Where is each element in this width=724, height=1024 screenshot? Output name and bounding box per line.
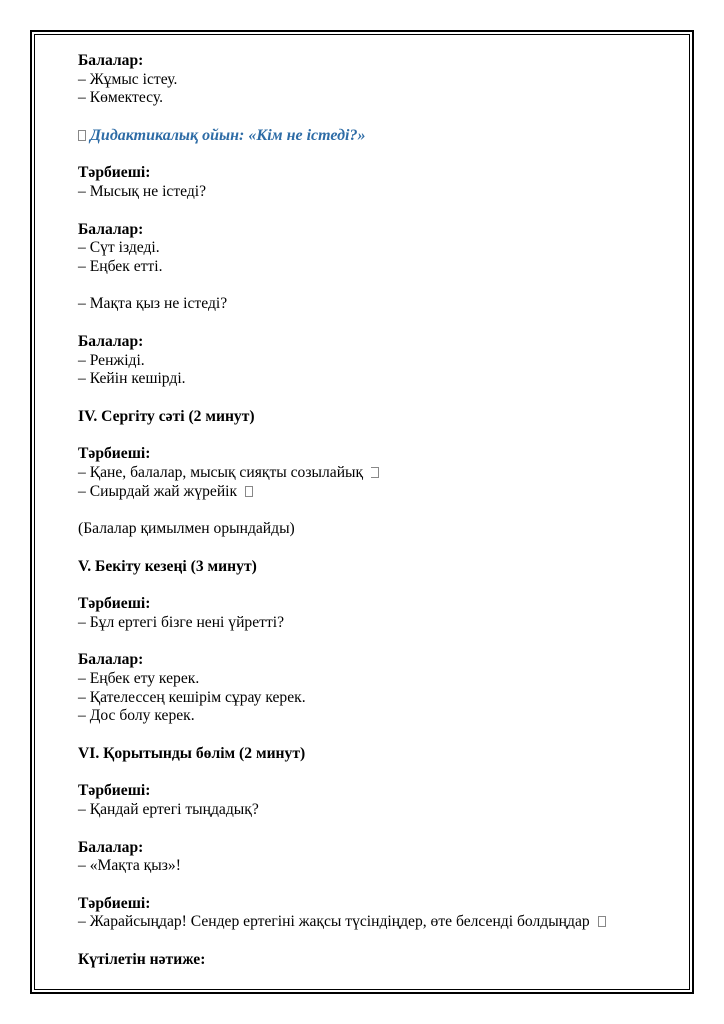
speaker-children: Балалар: [78,220,144,238]
speaker-teacher: Тәрбиеші: [78,894,151,912]
speaker-teacher: Тәрбиеші: [78,445,151,463]
instruction-text: – Қане, балалар, мысық сияқты созылайық [78,463,364,481]
speaker-children: Балалар: [78,838,144,856]
section-heading-game [78,127,678,146]
section-heading-v: V. Бекіту кезеңі (3 минут) [78,557,257,575]
speaker-teacher: Тәрбиеші: [78,164,151,182]
question-line: – Бұл ертегі бізге нені үйретті? [78,613,285,631]
instruction-line [78,483,678,502]
instruction-text: – Сиырдай жай жүрейік [78,482,238,500]
reply-line: – Кейін кешірді. [78,370,186,388]
reply-line: – Еңбек ету керек. [78,670,200,688]
reply-line: – Қателессең кешірім сұрау керек. [78,688,306,706]
speaker-teacher: Тәрбиеші: [78,782,151,800]
speaker-children: Балалар: [78,651,144,669]
reply-line: – Көмектесу. [78,89,164,107]
question-line: – Мысық не істеді? [78,182,207,200]
expected-result-heading: Күтілетін нәтиже: [78,951,206,968]
instruction-line [78,464,678,483]
speaker-children: Балалар: [78,52,144,69]
reply-line: – «Мақта қыз»! [78,857,181,875]
question-line: – Қандай ертегі тыңдадық? [78,801,259,819]
reply-line: – Ренжіді. [78,351,145,369]
speaker-teacher: Тәрбиеші: [78,595,151,613]
section-heading-vi: VI. Қорытынды бөлім (2 минут) [78,744,306,762]
reply-line: – Сүт іздеді. [78,239,160,257]
document-body [78,52,678,970]
stage-direction: (Балалар қимылмен орындайды) [78,520,295,538]
reply-line: – Жұмыс істеу. [78,70,178,88]
question-line: – Мақта қыз не істеді? [78,295,228,313]
missing-glyph-icon [78,130,86,141]
speaker-children: Балалар: [78,332,144,350]
section-heading-iv: IV. Сергіту сәті (2 минут) [78,407,255,425]
missing-glyph-icon [371,467,379,478]
praise-line [78,913,678,932]
reply-line: – Еңбек етті. [78,257,163,275]
praise-text: – Жарайсыңдар! Сендер ертегіні жақсы түсіндіңдер, өте белсенді болдыңдар [78,913,590,931]
game-title: Дидактикалық ойын: «Кім не істеді?» [90,126,366,144]
missing-glyph-icon [598,916,606,927]
missing-glyph-icon [245,486,253,497]
reply-line: – Дос болу керек. [78,707,195,725]
